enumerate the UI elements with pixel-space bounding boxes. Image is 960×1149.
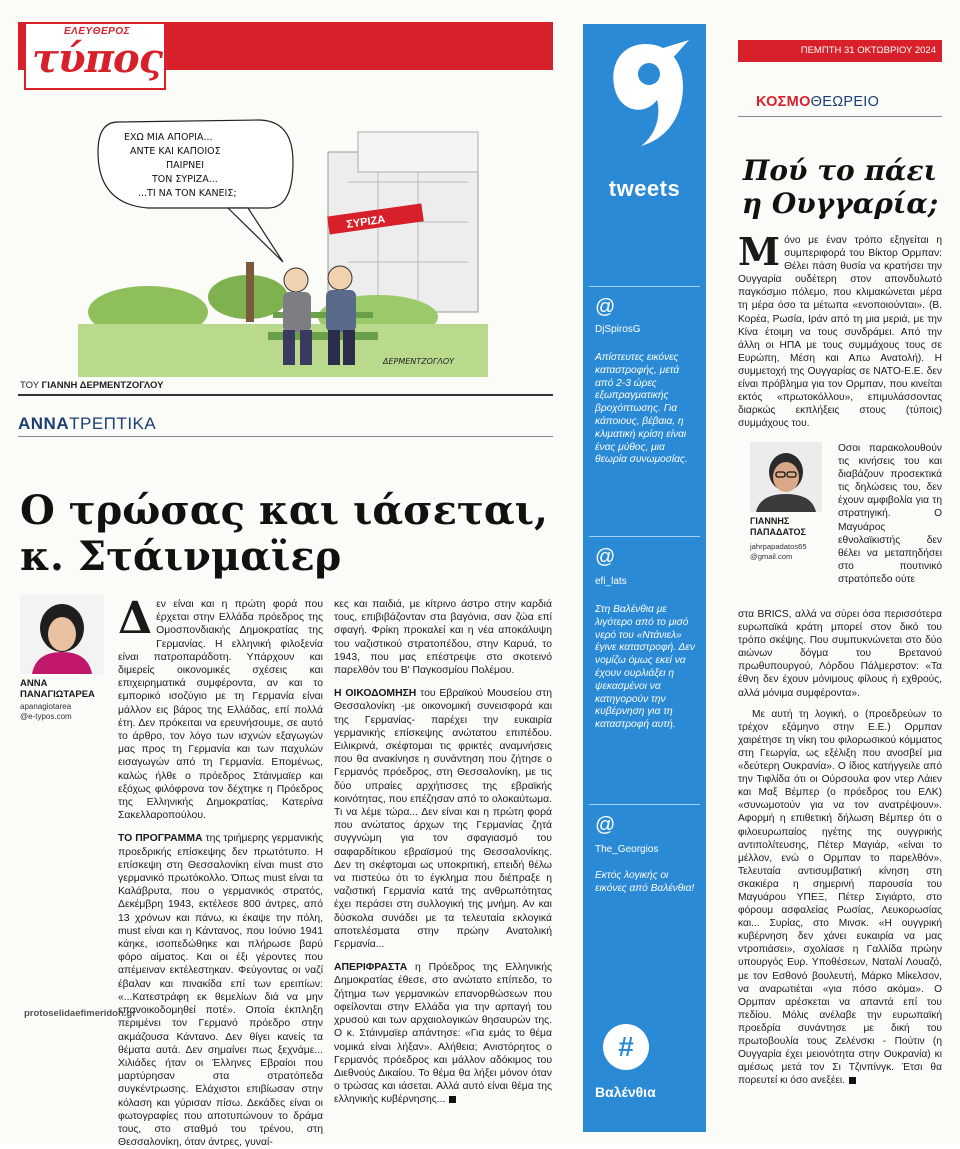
- opinion-paragraph: [838, 442, 942, 586]
- article-paragraph: [334, 687, 552, 951]
- paragraph-text: Οσοι παρακολουθούν τις κινήσεις του και διαβάζουν προσεκτικά τις δηλώσεις του, δεν έχουν αμφιβολία για τη στρατηγική. Ο Μαγυάρος εθνολαϊκιστής δεν θέλει να μεταπηδήσει στο πουτινικό στρατόπεδο ούτε: [838, 443, 942, 585]
- cartoon-speech-line: ΑΝΤΕ ΚΑΙ ΚΑΠΟΙΟΣ: [130, 146, 221, 157]
- author-photo: [750, 442, 822, 512]
- column-tag-light: ΤΡΕΠΤΙΚΑ: [69, 414, 157, 433]
- cartoon-illustration: [78, 112, 488, 377]
- cartoon-credit-name: ΓΙΑΝΝΗ ΔΕΡΜΕΝΤΖΟΓΛΟΥ: [41, 380, 164, 391]
- paragraph-text: Με αυτή τη λογική, ο (προεδρεύων το τρέχον εξάμηνο στην Ε.Ε.) Ορμπαν χαιρέτησε τη νίκη του φιλορωσικού κόμματος στη Γεωργία, ως εξέλιξη που ανοσβεί μια «δεύτερη Ουκρανία». Ο ίδιος κατήγγειλε από την Τιφλίδα ότι οι Ούρσουλα φον ντερ Λάιεν και Μαξ Βέμπερ (ο πρόεδρος του ΕΛΚ) «συνωμοτούν για να τον ανατρέψουν». Αφορμή η επιθετική δήλωση Βέμπερ ότι ο φιλοευρωπαίος ηγέτης της ουγγρικής αντιπολίτευσης, Πέτερ Μαγιάρ, «είναι το μέλλον, ενώ ο Ορμπαν το παρελθόν». Τελευταία αντισυμβατική κίνηση στη σκακιέρα η σημερινή παρουσία του Μαγυάρου ΥΠΕΞ, Πέτερ Σιγιάρτο, στο φόρουμ ασφαλείας Ρωσίας, Λευκορωσίας και... Συρίας, στο Μινσκ. «Η ουγγρική κυβέρνηση δεν χάνει ευκαιρία να μας ντροπιάσει», σχολίασε η Γαλλίδα πρώην υπουργός Ευρ. Υποθέσεων, Ναταλί Λουαζό, με τον Εσθονό βουλευτή, Μάρκο Μίκελσον, να αναρωτιέται «για πόσο ακόμα». Ο Ορμπαν αρέσκεται να απαντά επί του πεδίου. Μόλις ανέλαβε την ευρωπαϊκή προεδρία συνάντησε με δική του πρωτοβουλία τους Ζελένσκι - Πούτιν (η Ουγγαρία έχει μειονότητα στην Ουκρανία) κι αμέσως μετά τον Σι Τζινπίνγκ. Έτσι θα πορευτεί κι όσο ανεξέει.: [738, 708, 942, 1087]
- section-divider: [18, 394, 553, 396]
- tweets-title: tweets: [608, 176, 681, 201]
- paragraph-lead: ΑΠΕΡΙΦΡΑΣΤΑ: [334, 962, 408, 974]
- tweet-text: Απίστευτες εικόνες καταστροφής, μετά από 2-3 ώρες εξωπραγματικής βροχόπτωσης. Για κάποιους, βέβαια, η κλιματική κρίση είναι ένας μύθος, μια θεωρία συνωμοσίας.: [595, 352, 688, 466]
- main-column: [18, 22, 553, 1149]
- author-last-name: ΠΑΝΑΓΙΩΤΑΡΕΑ: [20, 689, 95, 700]
- tweet-divider: [589, 286, 700, 287]
- cartoon-sign-text: ΣΥΡΙΖΑ: [345, 213, 387, 231]
- cartoon-signature: ΔΕΡΜΕΝΤΖΟΓΛΟΥ: [383, 357, 455, 366]
- cartoon-speech-line: ΕΧΩ ΜΙΑ ΑΠΟΡΙΑ...: [124, 132, 213, 143]
- author-first-name: ΑΝΝΑ: [20, 678, 48, 689]
- tweet-handle[interactable]: efi_lats: [595, 576, 627, 587]
- logo-big-text: τύπος: [32, 35, 162, 82]
- at-icon: @: [595, 546, 616, 568]
- cartoon-speech-line: ΤΟΝ ΣΥΡΙΖΑ...: [152, 174, 218, 185]
- author-email[interactable]: [750, 542, 836, 562]
- cartoon-credit-prefix: ΤΟΥ: [20, 380, 39, 391]
- tweet-divider: [589, 536, 700, 537]
- article-headline: [20, 488, 550, 580]
- paragraph-lead: Η ΟΙΚΟΔΟΜΗΣΗ: [334, 688, 417, 700]
- tag-divider: [18, 436, 553, 437]
- headline-line-2: κ. Στάινμαϊερ: [20, 533, 342, 580]
- end-mark: [849, 1077, 856, 1084]
- column-tag: [18, 414, 156, 434]
- at-icon: @: [595, 814, 616, 836]
- article-text-column-2: [334, 598, 552, 1128]
- column-tag: [756, 94, 879, 110]
- author-email[interactable]: [20, 702, 110, 722]
- tweet-handle[interactable]: The_Georgios: [595, 844, 659, 855]
- opinion-column: [738, 24, 942, 1132]
- tweet-divider: [589, 804, 700, 805]
- tag-divider: [738, 116, 942, 117]
- column-tag-bold: ΑΝΝΑ: [18, 414, 70, 433]
- date-bar: ΠΕΜΠΤΗ 31 ΟΚΤΩΒΡΙΟΥ 2024: [738, 40, 942, 62]
- at-icon: @: [595, 296, 616, 318]
- paragraph-lead: ΤΟ ΠΡΟΓΡΑΜΜΑ: [118, 833, 203, 845]
- opinion-paragraph: [738, 229, 942, 430]
- dropcap: Μ: [738, 229, 781, 274]
- paragraph-text: της τριήμερης γερμανικής προεδρικής επίσκεψης δεν πρωτότυπο. Η επίσκεψη στη Θεσσαλονίκη είναι must στο γερμανικό πρωτόκολλο. Όπως must είναι τα Καλάβρυτα, που ο γερμανικός στρατός, Δεκέμβρη 1943, εκτέλεσε 800 άντρες, από 13 χρόνων και πάνω, κι έκαψε την πόλη, must είναι και η Κάντανος, που Ιούνιο 1941 κάηκε, ισοπεδώθηκε και πλήρωσε βαρύ φόρο αίματος. Και οι έξι γέροντες που απέμειναν εκτέλεστηκαν. Φεύγοντας οι ναζί έβαλαν και πινακίδα επί των ερειπίων: «...Κατεστράφη εκ θεμελίων διά να μην επανοικοδομηθεί ποτέ». Οποία έκπληξη περιμένει τον Γερμανό πρόεδρο στην ακμάζουσα Κάντανο. Δεν θίγει κανείς τα θέματα αυτά. Δεν σημαίνει πως ξεχνάμε... Χιλιάδες ήταν οι Έλληνες Εβραίοι που μαρτύρησαν στα στρατόπεδα συγκέντρωσης. Ελάχιστοι επιβίωσαν στην κόλαση και γύρισαν πίσω. Δεκάδες είναι οι φωτογραφίες που αποτυπώνουν το δράμα τους, στο σταθμό του τρένου, στη Θεσσαλονίκη, όταν άντρες, γυναί-: [118, 833, 323, 1149]
- masthead-logo[interactable]: [24, 22, 166, 90]
- end-mark: [449, 1096, 456, 1103]
- column-tag-bold: ΚΟΣΜΟ: [756, 94, 811, 110]
- logo-small-text: ΕΛΕΥΘΕΡΟΣ: [64, 26, 130, 37]
- paragraph-text: κες και παιδιά, με κίτρινο άστρο στην καρδιά τους, επιβιβάζονταν στα βαγόνια, σαν ζώα επί σφαγή. Φρίκη προκαλεί και η νέα αποκάλυψη του ναζιστικού στρατοπέδου, στην Καρυά, το 1943, που μας επέστρεψε στο σκοτεινό παρελθόν του Β' Παγκοσμίου Πολέμου.: [334, 599, 552, 677]
- article-paragraph: [118, 593, 323, 822]
- paragraph-text: στα BRICS, αλλά να σύρει όσα περισσότερα ευρωπαϊκά κράτη μπορεί στον δικό του τρόπο σκέψης. Που συμπυκνώνεται στο δύο αιώνων δόγμα του Βρετανού πρωθυπουργού, Λόρδου Πάλμερστον: «Τα έθνη δεν έχουν μόνιμους φίλους ή εχθρούς, αλλά μόνιμα συμφέροντα».: [738, 609, 942, 699]
- article-paragraph: [334, 961, 552, 1106]
- opinion-paragraph: [738, 608, 942, 1087]
- tweet-text: Εκτός λογικής οι εικόνες από Βαλένθια!: [595, 870, 695, 894]
- author-email-domain: @e-typos.com: [20, 712, 72, 721]
- author-email-user: jahrpapadatos65: [750, 542, 807, 551]
- author-email-domain: @gmail.com: [750, 552, 793, 561]
- author-name: [750, 516, 830, 538]
- article-paragraph: [118, 832, 323, 1149]
- author-name: [20, 678, 110, 700]
- author-last-name: ΠΑΠΑΔΑΤΟΣ: [750, 527, 806, 537]
- article-paragraph: [334, 598, 552, 677]
- hashtag-label[interactable]: Βαλένθια: [595, 1084, 656, 1100]
- article-text-column-1: [118, 593, 323, 1149]
- paragraph-text: η Πρόεδρος της Ελληνικής Δημοκρατίας έθεσε, στο ανώτατο επίπεδο, το ζήτημα των γερμανικών επανορθώσεων που οφείλονται στην Ελλάδα για την αρπαγή του χρυσού και των αρχαιολογικών θησαυρών της. Ο κ. Στάινμαϊερ απάντησε: «Για εμάς το θέμα νομικά είναι λήξαν». Αλήθεια; Ανιστόρητος ο Γερμανός πρόεδρος και μάλλον αδόκιμος του Διεθνούς Δικαίου. Το θέμα θα λήξει μόνον όταν ο τρώσας και ιάσεται. Αλλά αυτό είναι θέμα της ελληνικής κυβέρνησης...: [334, 962, 552, 1106]
- paragraph-text: εν είναι και η πρώτη φορά που έρχεται στην Ελλάδα πρόεδρος της Ομοσπονδιακής Δημοκρατίας της Γερμανίας. Η ελληνική φιλοξενία είναι πατροπαράδοτη. Υπάρχουν και διμερείς οικονομικές σχέσεις και επιχειρηματικά συμφέροντα, αν και το εμπορικό ισοζύγιο με τη Γερμανία είναι μάλλον εις βάρος της Ελλάδας, επί πολλά έτη. Δεν πρόκειται να ερευνήσουμε, σε αυτό το άρθρο, τον λόγο των ισχνών εξαγωγών μας προς τη Γερμανία και των παχυλών εισαγωγών από τη Γερμανία. Επομένως, καλώς ήλθε ο πρόεδρος Στάινμαϊερ και εξόχως φιλόφρονα τον δέχτηκε η Πρόεδρος της Ελληνικής Δημοκρατίας, Κατερίνα Σακελλαροπούλου.: [118, 599, 323, 822]
- author-email-user: apanagiotarea: [20, 702, 72, 711]
- cartoon-credit: [20, 380, 163, 391]
- paragraph-text: του Εβραϊκού Μουσείου στη Θεσσαλονίκη -με οικονομική συνεισφορά και της Γερμανίας- παρέχει την ευκαιρία γερμανικής επίσκεψης ανώτατου επιπέδου. Ειλικρινά, σκέφτομαι τις φρικτές αναμνήσεις που θα ανακίνησε η συνάντηση που ζήτησε ο Γερμανός πρόεδρος, στη Θεσσαλονίκη, με τις δύο υπραίες αρχήτισσες της εβραϊκής κοινότητας, που επέζησαν από το ολοκαύτωμα. Τι να λέμε τώρα... Δεν είναι και η πρώτη φορά που ανώτατος άρχων της Γερμανίας ζητά συγγνώμη για τον σφαγιασμό του σαφαρδίτικου εβραϊσμού της Θεσσαλονίκης. Δεν τη σκέφτομαι ως υποκριτική, επειδή θέλω να πιστεύω ότι το έγκλημα που διέπραξε η ναζιστική Γερμανία κατά της ανθρωπότητας έχει περάσει στη συλλογική της μνήμη. Αν και δύσκολα συνάδει με τα τελευταία εκλογικά αποτελέσματα στην πρώην Ανατολική Γερμανία...: [334, 688, 553, 951]
- hashtag-icon: #: [603, 1024, 649, 1070]
- headline-line-2: η Ουγγαρία;: [741, 187, 939, 220]
- tweets-bird-icon: [601, 34, 691, 154]
- headline-line-1: Ο τρώσας και ιάσεται,: [20, 487, 548, 534]
- tweets-column: [583, 24, 706, 1132]
- watermark: protoselidaefimeridon.gr: [24, 1008, 136, 1019]
- author-first-name: ΓΙΑΝΝΗΣ: [750, 516, 790, 526]
- column-tag-light: ΘΕΩΡΕΙΟ: [810, 94, 880, 110]
- tweet-handle[interactable]: DjSpirosG: [595, 324, 641, 335]
- opinion-headline: [738, 154, 942, 220]
- cartoon-speech-line: ...ΤΙ ΝΑ ΤΟΝ ΚΑΝΕΙΣ;: [138, 188, 237, 199]
- headline-line-1: Πού το πάει: [742, 154, 938, 187]
- author-photo: [20, 594, 104, 674]
- cartoon-speech-line: ΠΑΙΡΝΕΙ: [166, 160, 205, 171]
- dropcap: Δ: [118, 593, 153, 644]
- tweet-text: Στη Βαλένθια με λιγότερο από το μισό νερό του «Ντάνιελ» έγινε καταστροφή. Δεν νομίζω όμως εκεί να έχουν ουρλιάξει η ψεκασμένοι να κατηγορούν την κυβέρνηση για τη καταστροφή αυτή.: [595, 604, 695, 731]
- paragraph-text: όνο με έναν τρόπο εξηγείται η συμπεριφορά του Βίκτορ Ορμπαν: Θέλει πάση θυσία να κρατήσει την Ουγγαρία ουδέτερη στον απονδυλωτό παγκόσμιο πόλεμο, που κλιμακώνεται μέρα τη μέρα όσο τα μέτωπα «ενοποιούνται». (Β. Κορέα, Ρωσία, Ιράν από τη μια μεριά, με την Κίνα έτοιμη να τους συνδράμει. Από την άλλη οι ΗΠΑ με τους συμμάχους τους σε Ευρώπη, Μέση και Απω Ανατολή). Η συμμετοχή της Ουγγαρίας σε ΝΑΤΟ-Ε.Ε. δεν είναι πρόβλημα για τον Ορμπαν, που κινείται εκτός «πρωτοκόλλου», επιμυλάσσοντας διαρκώς εκπλήξεις στους (τύποις) συμμάχους του.: [738, 235, 942, 430]
